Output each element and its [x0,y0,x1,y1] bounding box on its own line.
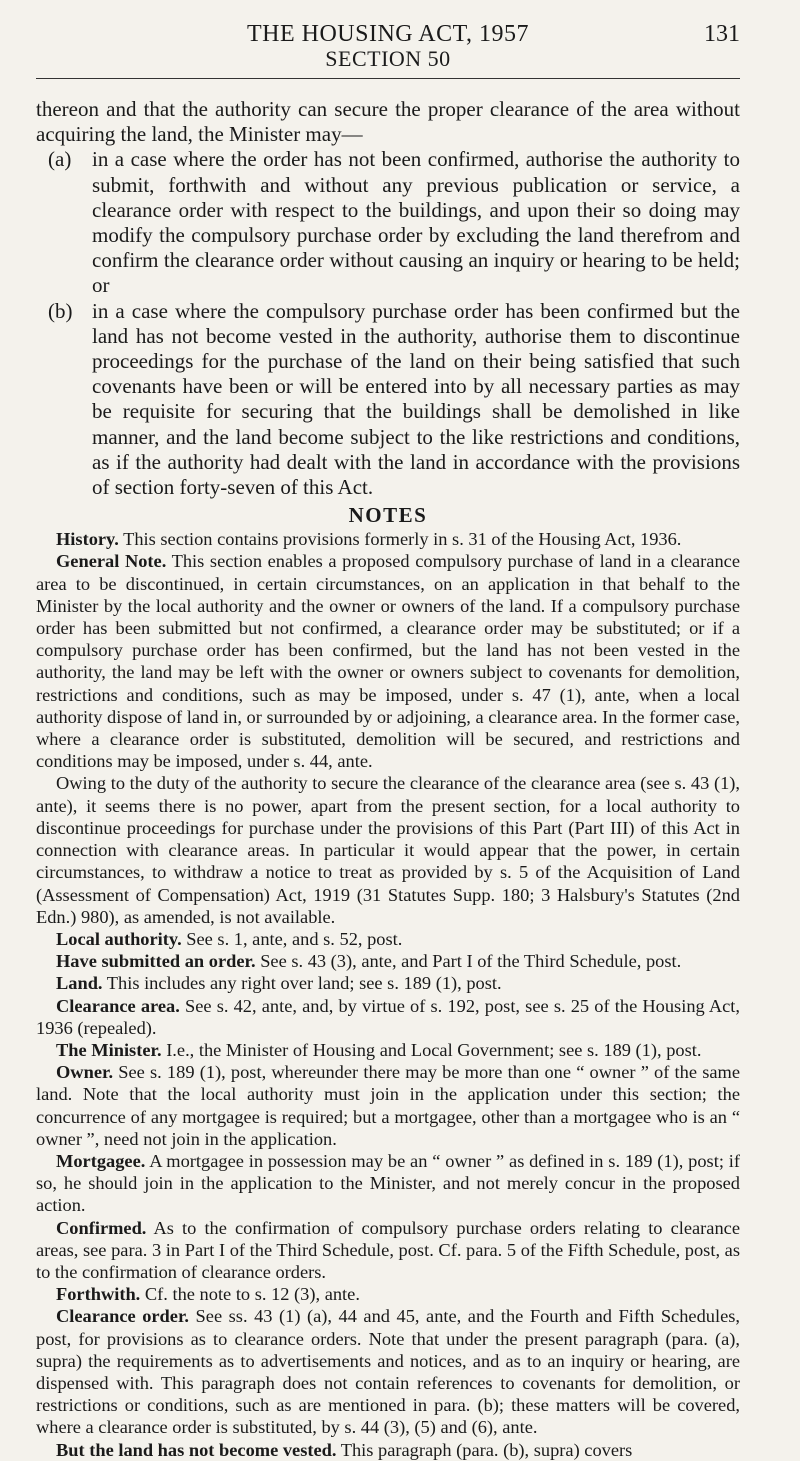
item-mark: (a) [48,147,72,172]
note-text: This paragraph (para. (b), supra) covers [340,1439,633,1460]
note-term: Land. [56,973,103,994]
note-text: This includes any right over land; see s. 189 (1), post. [106,973,502,994]
item-text: in a case where the compulsory purchase order has been confirmed but the land has not become vested in the authority, authorise them to discontinue proceedings for the purchase of the land on their being satisfied that such covenants have been or will be entered into by all necessary parties as may be requisite for securing that the buildings shall be demolished in like manner, and the land become subject to the like restrictions and conditions, as if the authority had dealt with the land in accordance with the provisions of section forty-seven of this Act. [92,298,740,500]
statute-item-a [36,147,740,298]
note-paragraph [36,995,740,1039]
header-rule [36,78,740,79]
note-paragraph [36,528,740,550]
note-paragraph [36,928,740,950]
statute-item-b [36,299,740,501]
note-term: Owner. [56,1062,114,1083]
note-text: This section contains provisions formerly in s. 31 of the Housing Act, 1936. [123,529,682,550]
note-paragraph [36,1039,740,1061]
statute-intro: thereon and that the authority can secure the proper clearance of the area without acquiring the land, the Minister may— [36,97,740,147]
note-text: This section enables a proposed compulsory purchase of land in a clearance area to be discontinued, in certain circumstances, on an application in that behalf to the Minister by the local authority and the owner or owners of the land. If a compulsory purchase order has been submitted but not confirmed, a clearance order may be substituted; or if a compulsory purchase order has been confirmed, but the land has not been vested in the authority, the land may be left with the owner or owners subject to covenants for demolition, restrictions and conditions, such as may be imposed, under s. 47 (1), ante, when a local authority dispose of land in, or surrounded by or adjoining, a clearance area. In the former case, where a clearance order is substituted, demolition will be secured, and restrictions and conditions may be imposed, under s. 44, ante. [36,551,740,772]
page-number: 131 [704,21,740,47]
statute-items [36,147,740,500]
note-term: But the land has not become vested. [56,1439,337,1460]
note-text: See ss. 43 (1) (a), 44 and 45, ante, and the Fourth and Fifth Schedules, post, for provisions as to clearance orders. Note that under the present paragraph (para. (a), supra) the requirements as to advertisements and notices, and as to an inquiry or hearing, are dispensed with. This paragraph does not contain references to covenants for demolition, or restrictions or conditions, such as are mentioned in para. (b); these matters will be covered, where a clearance order is substituted, by s. 44 (3), (5) and (6), ante. [36,1306,740,1438]
note-paragraph [36,972,740,994]
note-text: I.e., the Minister of Housing and Local Government; see s. 189 (1), post. [166,1039,702,1060]
note-term: The Minister. [56,1039,162,1060]
note-term: General Note. [56,551,167,572]
notes-heading: NOTES [348,503,428,528]
section-label: SECTION 50 [325,46,451,71]
note-text: As to the confirmation of compulsory purchase orders relating to clearance areas, see para. 3 in Part I of the Third Schedule, post. Cf. para. 5 of the Fifth Schedule, post, as to the confirmation of clearance orders. [36,1217,740,1282]
note-term: Confirmed. [56,1217,147,1238]
note-term: Mortgagee. [56,1150,146,1171]
note-term: Have submitted an order. [56,951,256,972]
note-term: Clearance area. [56,995,180,1016]
item-mark: (b) [48,298,73,323]
note-term: Forthwith. [56,1284,141,1305]
note-paragraph [36,1439,740,1461]
item-text: in a case where the order has not been confirmed, authorise the authority to submit, forthwith and without any previous publication or service, a clearance order with respect to the buildings, and upon their so doing may modify the compulsory purchase order by excluding the land therefrom and confirm the clearance order without causing an inquiry or hearing to be held; or [92,147,740,298]
note-text: See s. 189 (1), post, whereunder there may be more than one “ owner ” of the same land. Note that the local authority must join in the application under this section; the concurrence of any mortgagee is required; but a mortgagee, other than a mortgagee who is an “ owner ”, need not join in the application. [36,1062,740,1149]
note-paragraph [36,772,740,927]
statute-text [36,97,740,500]
note-paragraph [36,1150,740,1217]
note-paragraph [36,950,740,972]
note-term: History. [56,529,119,550]
note-text: See s. 42, ante, and, by virtue of s. 192, post, see s. 25 of the Housing Act, 1936 (repealed). [36,995,741,1038]
note-text: Cf. the note to s. 12 (3), ante. [144,1284,360,1305]
note-paragraph [36,1217,740,1284]
running-title: THE HOUSING ACT, 1957 [246,21,530,47]
note-paragraph [36,1305,740,1438]
note-paragraph [36,550,740,772]
note-term: Local authority. [56,928,182,949]
note-paragraph [36,1283,740,1305]
note-text: Owing to the duty of the authority to secure the clearance of the clearance area (see s. 43 (1), ante), it seems there is no power, apart from the present section, for a local authority to discontinue proceedings for purchase under the provisions of this Part (Part III) of this Act in connection with clearance areas. In particular it would appear that the power, in certain circumstances, to withdraw a notice to treat as provided by s. 5 of the Acquisition of Land (Assessment of Compensation) Act, 1919 (31 Statutes Supp. 180; 3 Halsbury's Statutes (2nd Edn.) 980), as amended, is not available. [36,773,740,927]
note-text: See s. 1, ante, and s. 52, post. [186,928,403,949]
note-text: A mortgagee in possession may be an “ owner ” as defined in s. 189 (1), post; if so, he should join in the application to the Minister, and not merely concur in the proposed action. [36,1150,740,1216]
notes-section [36,528,740,1461]
note-paragraph [36,1061,740,1150]
note-term: Clearance order. [56,1306,190,1327]
page-header [36,0,740,71]
note-text: See s. 43 (3), ante, and Part I of the Third Schedule, post. [260,951,682,972]
